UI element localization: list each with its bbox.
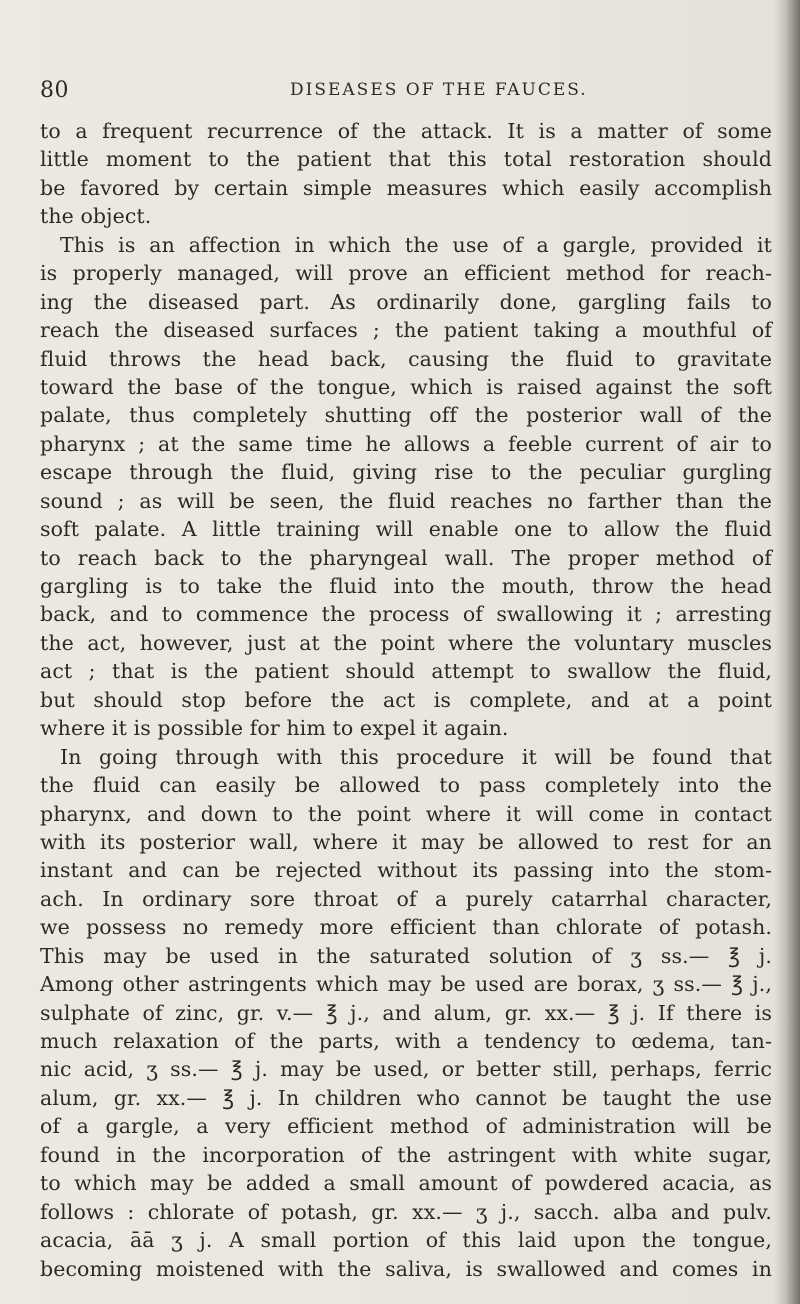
text-line: ach. In ordinary sore throat of a purely catarrhal character,	[40, 886, 772, 911]
text-line: soft palate. A little training will enable one to allow the fluid	[40, 517, 772, 542]
page-header	[40, 78, 760, 108]
text-line: the act, however, just at the point where the voluntary muscles	[40, 630, 772, 655]
text-line: escape through the fluid, giving rise to the peculiar gurgling	[40, 460, 772, 485]
text-line: sound ; as will be seen, the fluid reaches no farther than the	[40, 488, 772, 513]
text-line: to which may be added a small amount of powdered acacia, as	[40, 1171, 772, 1196]
text-line: where it is possible for him to expel it again.	[40, 716, 509, 741]
page-number: 80	[40, 78, 69, 103]
text-line: gargling is to take the fluid into the mouth, throw the head	[40, 574, 772, 598]
text-line: Among other astringents which may be used are borax, ʒ ss.— ℥ j.,	[40, 972, 772, 997]
running-head: DISEASES OF THE FAUCES.	[290, 80, 588, 100]
text-line: be favored by certain simple measures which easily accomplish	[40, 175, 772, 200]
text-line: This may be used in the saturated solution of ʒ ss.— ℥ j.	[40, 943, 772, 968]
text-line: the object.	[40, 204, 152, 229]
text-line: pharynx, and down to the point where it will come in contact	[40, 801, 772, 826]
text-line: fluid throws the head back, causing the fluid to gravitate	[40, 346, 772, 371]
text-line: we possess no remedy more efficient than chlorate of potash.	[40, 915, 772, 940]
text-line: act ; that is the patient should attempt to swallow the fluid,	[40, 659, 772, 684]
text-line: This is an affection in which the use of a gargle, provided it	[60, 232, 772, 257]
text-line: back, and to commence the process of swallowing it ; arresting	[40, 602, 772, 627]
text-line: of a gargle, a very efficient method of administration will be	[40, 1114, 772, 1139]
text-line: the fluid can easily be allowed to pass completely into the	[40, 773, 772, 798]
page-edge-shadow	[774, 0, 800, 1304]
text-line: sulphate of zinc, gr. v.— ℥ j., and alum, gr. xx.— ℥ j. If there is	[40, 1000, 772, 1025]
text-line: is properly managed, will prove an efficient method for reach-	[40, 261, 772, 286]
text-line: alum, gr. xx.— ℥ j. In children who cannot be taught the use	[40, 1085, 772, 1110]
text-line: palate, thus completely shutting off the posterior wall of the	[40, 403, 772, 428]
text-line: In going through with this procedure it will be found that	[60, 744, 772, 769]
text-line: with its posterior wall, where it may be allowed to rest for an	[40, 829, 772, 854]
text-line: reach the diseased surfaces ; the patient taking a mouthful of	[40, 318, 772, 343]
text-line: becoming moistened with the saliva, is swallowed and comes in	[40, 1256, 772, 1281]
text-line: toward the base of the tongue, which is raised against the soft	[40, 374, 772, 399]
body-text	[40, 117, 772, 1283]
text-line: pharynx ; at the same time he allows a feeble current of air to	[40, 431, 772, 456]
text-line: nic acid, ʒ ss.— ℥ j. may be used, or better still, perhaps, ferric	[40, 1057, 772, 1082]
text-line: acacia, āā ʒ j. A small portion of this laid upon the tongue,	[40, 1228, 772, 1253]
text-line: little moment to the patient that this total restoration should	[40, 147, 772, 172]
text-line: to reach back to the pharyngeal wall. The proper method of	[40, 545, 772, 570]
text-line: to a frequent recurrence of the attack. It is a matter of some	[40, 119, 772, 143]
text-line: instant and can be rejected without its passing into the stom-	[40, 858, 772, 883]
text-line: found in the incorporation of the astringent with white sugar,	[40, 1142, 772, 1167]
text-line: follows : chlorate of potash, gr. xx.— ʒ j., sacch. alba and pulv.	[40, 1199, 772, 1224]
text-line: much relaxation of the parts, with a tendency to œdema, tan-	[40, 1029, 772, 1053]
text-line: but should stop before the act is complete, and at a point	[40, 687, 772, 712]
text-line: ing the diseased part. As ordinarily done, gargling fails to	[40, 289, 772, 314]
